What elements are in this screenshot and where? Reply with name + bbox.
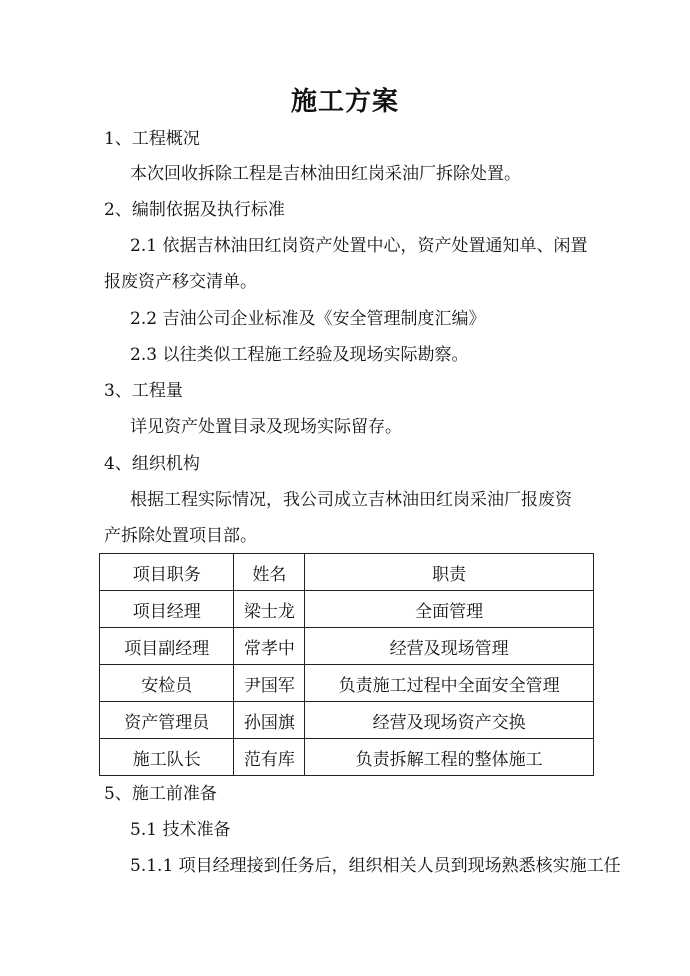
section-2-paragraph-2: 2.2 吉油公司企业标准及《安全管理制度汇编》 bbox=[130, 309, 486, 329]
table-cell: 负责施工过程中全面安全管理 bbox=[305, 665, 594, 702]
table-cell: 负责拆解工程的整体施工 bbox=[305, 739, 594, 776]
table-row bbox=[100, 591, 594, 628]
table-cell: 施工队长 bbox=[100, 739, 234, 776]
table-row bbox=[100, 628, 594, 665]
section-4-text-line-1: 根据工程实际情况，我公司成立吉林油田红岗采油厂报废资 bbox=[130, 490, 572, 510]
organization-table bbox=[99, 553, 594, 776]
section-2-paragraph-3: 2.3 以往类似工程施工经验及现场实际勘察。 bbox=[130, 345, 469, 365]
table-header-cell: 姓名 bbox=[234, 554, 305, 591]
table-cell: 梁士龙 bbox=[234, 591, 305, 628]
section-2-heading: 2、编制依据及执行标准 bbox=[104, 200, 285, 220]
section-1-text: 本次回收拆除工程是吉林油田红岗采油厂拆除处置。 bbox=[130, 164, 521, 184]
document-title: 施工方案 bbox=[290, 87, 399, 117]
table-header-cell: 职责 bbox=[305, 554, 594, 591]
section-2-paragraph-1-line-1: 2.1 依据吉林油田红岗资产处置中心，资产处置通知单、闲置 bbox=[130, 236, 588, 256]
section-1-heading: 1、工程概况 bbox=[104, 129, 200, 149]
table-cell: 全面管理 bbox=[305, 591, 594, 628]
section-5-heading: 5、施工前准备 bbox=[104, 784, 217, 804]
section-3-heading: 3、工程量 bbox=[104, 381, 183, 401]
table-header-row bbox=[100, 554, 594, 591]
section-5-1-1-text: 5.1.1 项目经理接到任务后，组织相关人员到现场熟悉核实施工任 bbox=[130, 856, 621, 876]
table-cell: 项目经理 bbox=[100, 591, 234, 628]
table-cell: 安检员 bbox=[100, 665, 234, 702]
table-cell: 范有库 bbox=[234, 739, 305, 776]
section-3-text: 详见资产处置目录及现场实际留存。 bbox=[130, 417, 402, 437]
table-cell: 经营及现场管理 bbox=[305, 628, 594, 665]
table-cell: 尹国军 bbox=[234, 665, 305, 702]
table-cell: 经营及现场资产交换 bbox=[305, 702, 594, 739]
table-row bbox=[100, 702, 594, 739]
table-cell: 项目副经理 bbox=[100, 628, 234, 665]
section-4-text-line-2: 产拆除处置项目部。 bbox=[104, 526, 257, 546]
section-2-paragraph-1-line-2: 报废资产移交清单。 bbox=[104, 272, 257, 292]
table-cell: 孙国旗 bbox=[234, 702, 305, 739]
table-row bbox=[100, 665, 594, 702]
table-header-cell: 项目职务 bbox=[100, 554, 234, 591]
table-row bbox=[100, 739, 594, 776]
section-5-1-heading: 5.1 技术准备 bbox=[130, 820, 231, 840]
section-4-heading: 4、组织机构 bbox=[104, 454, 200, 474]
table-cell: 常孝中 bbox=[234, 628, 305, 665]
table-cell: 资产管理员 bbox=[100, 702, 234, 739]
